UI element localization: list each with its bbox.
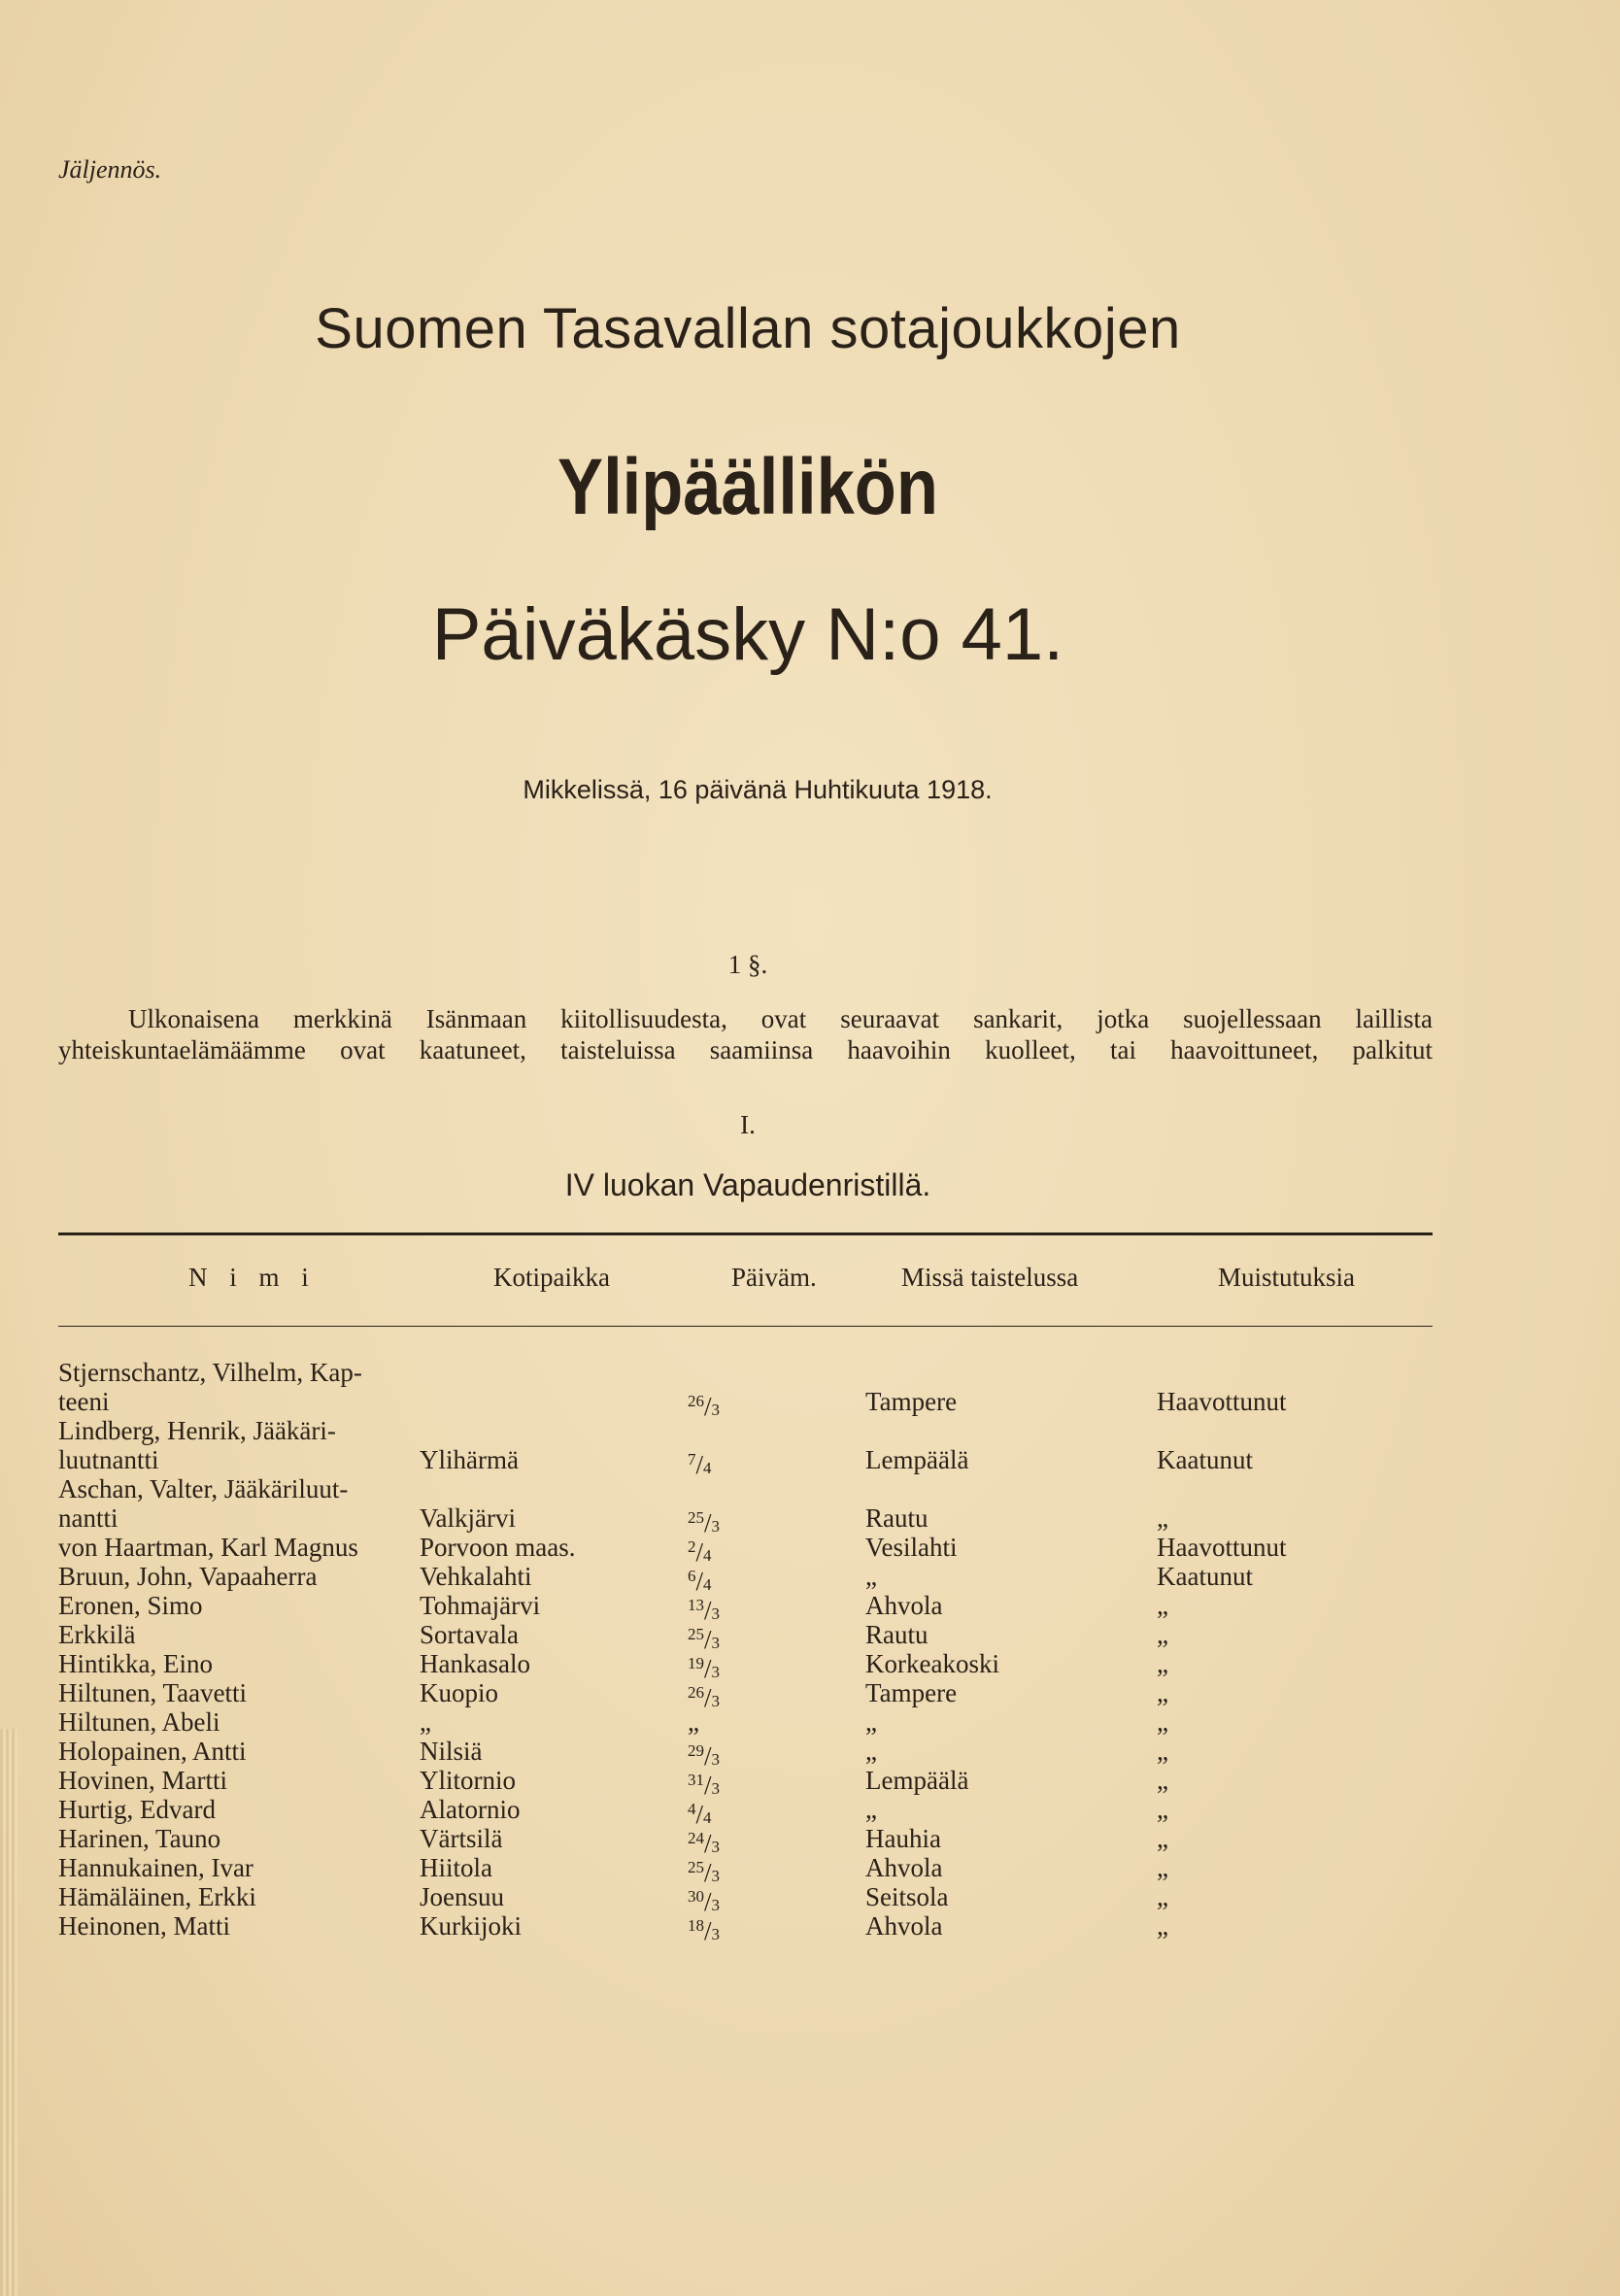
roman-numeral: I. (740, 1110, 756, 1139)
date-numerator: 24 (688, 1829, 704, 1847)
intro-paragraph (58, 1003, 1433, 1065)
row-name: Heinonen, Matti (58, 1911, 230, 1941)
table-header-rule (58, 1326, 1433, 1327)
row-name: von Haartman, Karl Magnus (58, 1533, 358, 1562)
column-header-note: Muistutuksia (1218, 1263, 1356, 1292)
row-note: „ (1157, 1795, 1168, 1824)
row-note: Kaatunut (1157, 1445, 1253, 1474)
date-slash: / (704, 1654, 712, 1683)
row-home: Joensuu (420, 1882, 504, 1911)
row-place: „ (865, 1707, 877, 1737)
date-numerator: 19 (688, 1654, 704, 1672)
column-header-date: Päiväm. (731, 1263, 817, 1292)
row-note: „ (1157, 1911, 1168, 1941)
date-slash: / (704, 1771, 712, 1800)
row-home: Hankasalo (420, 1649, 530, 1678)
date-slash: / (695, 1537, 704, 1567)
date-slash: / (695, 1800, 704, 1829)
date-numerator: 26 (688, 1683, 704, 1702)
row-name: Hovinen, Martti (58, 1766, 227, 1795)
row-home: Valkjärvi (420, 1503, 516, 1533)
date-denominator: 3 (711, 1750, 721, 1769)
date-denominator: 3 (711, 1604, 721, 1623)
row-name: luutnantti (58, 1445, 159, 1474)
date-denominator: 4 (703, 1546, 712, 1565)
date-slash: / (704, 1508, 712, 1537)
date-numerator: 6 (688, 1567, 696, 1585)
date-slash: / (704, 1683, 712, 1712)
title-line-3: Päiväkäsky N:o 41. (431, 593, 1064, 676)
row-home: Nilsiä (420, 1737, 483, 1766)
row-note: Kaatunut (1157, 1562, 1253, 1591)
place-date: Mikkelissä, 16 päivänä Huhtikuuta 1918. (523, 775, 993, 804)
row-date (688, 1445, 712, 1483)
row-place: Ahvola (865, 1853, 943, 1882)
row-name: Harinen, Tauno (58, 1824, 221, 1853)
date-denominator: 3 (711, 1517, 721, 1536)
row-place: Ahvola (865, 1911, 943, 1941)
date-numerator: 29 (688, 1741, 704, 1760)
row-name: Erkkilä (58, 1620, 136, 1649)
date-numerator: 13 (688, 1596, 704, 1614)
date-denominator: 3 (711, 1663, 721, 1681)
section-number: 1 §. (727, 950, 768, 979)
row-name: Hiltunen, Taavetti (58, 1678, 248, 1707)
column-header-name: N i m i (188, 1263, 317, 1292)
date-numerator: 25 (688, 1508, 704, 1527)
row-place: Tampere (865, 1387, 958, 1416)
intro-line-2: yhteiskuntaelämäämme ovat kaatuneet, taisteluissa saamiinsa haavoihin kuolleet, tai haavoittuneet, palkitut (58, 1035, 1433, 1064)
row-name: Holopainen, Antti (58, 1737, 247, 1766)
row-note: „ (1157, 1678, 1168, 1707)
date-denominator: 3 (711, 1401, 721, 1419)
date-denominator: 3 (711, 1692, 721, 1710)
row-place: Hauhia (865, 1824, 941, 1853)
row-home: Ylihärmä (420, 1445, 519, 1474)
intro-line-1: Ulkonaisena merkkinä Isänmaan kiitollisuudesta, ovat seuraavat sankarit, jotka suojellessaan laillista (128, 1004, 1433, 1033)
date-slash: / (704, 1596, 712, 1625)
date-numerator: 7 (688, 1450, 696, 1469)
row-note: „ (1157, 1591, 1168, 1620)
row-date: „ (688, 1707, 699, 1737)
row-place: Lempäälä (865, 1445, 969, 1474)
row-name: Hämäläinen, Erkki (58, 1882, 256, 1911)
row-note: „ (1157, 1620, 1168, 1649)
row-name: Hiltunen, Abeli (58, 1707, 220, 1737)
date-numerator: 4 (688, 1800, 696, 1818)
row-note: „ (1157, 1824, 1168, 1853)
date-numerator: 30 (688, 1887, 704, 1906)
date-numerator: 25 (688, 1625, 704, 1643)
row-name: Hintikka, Eino (58, 1649, 213, 1678)
row-name: nantti (58, 1503, 118, 1533)
row-home: Ylitornio (420, 1766, 516, 1795)
row-home: Tohmajärvi (420, 1591, 541, 1620)
row-note: „ (1157, 1853, 1168, 1882)
date-denominator: 4 (703, 1808, 712, 1827)
row-place: „ (865, 1795, 877, 1824)
row-date (688, 1911, 720, 1949)
date-slash: / (704, 1916, 712, 1945)
title-line-2: Ylipäällikön (557, 443, 938, 531)
date-numerator: 18 (688, 1916, 704, 1935)
date-slash: / (704, 1858, 712, 1887)
date-denominator: 4 (703, 1575, 712, 1594)
row-home: Sortavala (420, 1620, 519, 1649)
date-slash: / (704, 1829, 712, 1858)
row-note: „ (1157, 1882, 1168, 1911)
class-title: IV luokan Vapaudenristillä. (564, 1167, 931, 1202)
row-home: Kurkijoki (420, 1911, 522, 1941)
row-place: Tampere (865, 1678, 958, 1707)
row-note: „ (1157, 1707, 1168, 1737)
row-note: Haavottunut (1157, 1533, 1287, 1562)
row-name: teeni (58, 1387, 110, 1416)
row-place: Lempäälä (865, 1766, 969, 1795)
row-note: „ (1157, 1737, 1168, 1766)
row-name: Bruun, John, Vapaaherra (58, 1562, 318, 1591)
date-denominator: 3 (711, 1779, 721, 1798)
table-top-rule (58, 1232, 1433, 1235)
row-place: Rautu (865, 1620, 928, 1649)
row-home: Värtsilä (420, 1824, 503, 1853)
row-home: „ (420, 1707, 431, 1737)
copy-label: Jäljennös. (58, 155, 162, 184)
date-slash: / (695, 1450, 704, 1479)
date-slash: / (704, 1741, 712, 1771)
date-numerator: 2 (688, 1537, 696, 1556)
date-numerator: 26 (688, 1392, 704, 1410)
column-header-home: Kotipaikka (493, 1263, 610, 1292)
row-name: Lindberg, Henrik, Jääkäri- (58, 1416, 336, 1445)
date-slash: / (704, 1887, 712, 1916)
row-name: Stjernschantz, Vilhelm, Kap- (58, 1358, 362, 1387)
date-denominator: 3 (711, 1925, 721, 1943)
row-place: Ahvola (865, 1591, 943, 1620)
row-name: Aschan, Valter, Jääkäriluut- (58, 1474, 349, 1503)
row-note: „ (1157, 1503, 1168, 1533)
date-denominator: 3 (711, 1867, 721, 1885)
title-line-1: Suomen Tasavallan sotajoukkojen (315, 297, 1181, 360)
row-place: Rautu (865, 1503, 928, 1533)
date-slash: / (704, 1392, 712, 1421)
date-denominator: 3 (711, 1634, 721, 1652)
row-home: Kuopio (420, 1678, 498, 1707)
row-home: Alatornio (420, 1795, 521, 1824)
row-name: Eronen, Simo (58, 1591, 203, 1620)
date-denominator: 3 (711, 1838, 721, 1856)
column-header-place: Missä taistelussa (901, 1263, 1079, 1292)
date-denominator: 3 (711, 1896, 721, 1914)
row-home: Hiitola (420, 1853, 492, 1882)
row-place: Vesilahti (865, 1533, 958, 1562)
row-date (688, 1387, 720, 1425)
row-name: Hannukainen, Ivar (58, 1853, 253, 1882)
row-place: „ (865, 1737, 877, 1766)
date-denominator: 4 (703, 1459, 712, 1477)
row-note: „ (1157, 1649, 1168, 1678)
row-place: „ (865, 1562, 877, 1591)
row-place: Seitsola (865, 1882, 949, 1911)
date-numerator: 31 (688, 1771, 704, 1789)
row-home: Vehkalahti (420, 1562, 532, 1591)
row-note: Haavottunut (1157, 1387, 1287, 1416)
page-edge-decoration (0, 1729, 17, 2296)
row-place: Korkeakoski (865, 1649, 999, 1678)
row-home: Porvoon maas. (420, 1533, 576, 1562)
row-note: „ (1157, 1766, 1168, 1795)
row-name: Hurtig, Edvard (58, 1795, 216, 1824)
date-numerator: 25 (688, 1858, 704, 1876)
date-slash: / (695, 1567, 704, 1596)
date-slash: / (704, 1625, 712, 1654)
